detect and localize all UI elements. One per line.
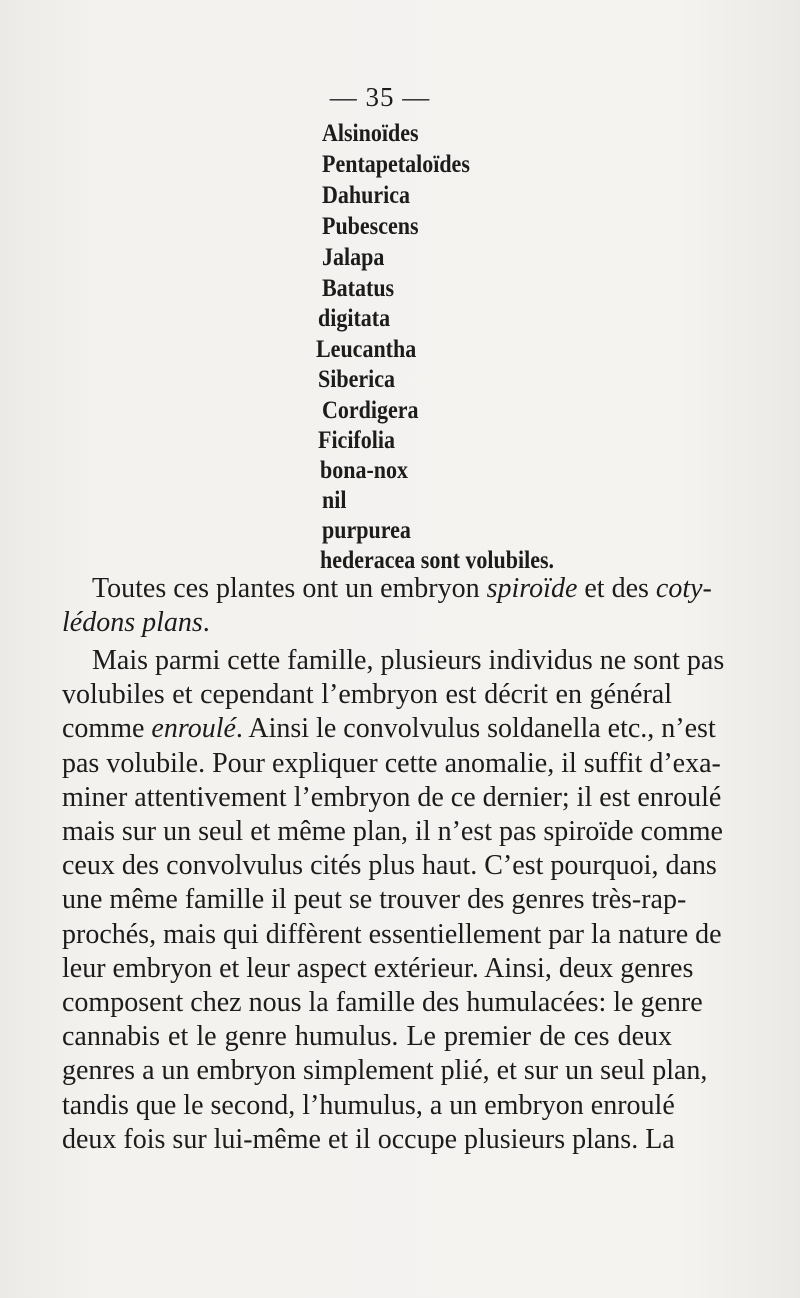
page-number: — 35 — xyxy=(329,82,431,112)
text-line: tandis que le second, l’humulus, a un embryon enroulé xyxy=(62,1089,675,1121)
text-line: deux fois sur lui-même et il occupe plusieurs plans. La xyxy=(62,1123,675,1155)
list-item: Jalapa xyxy=(322,244,385,271)
list-item: Dahurica xyxy=(322,182,410,209)
text-line: leur embryon et leur aspect extérieur. Ainsi, deux genres xyxy=(62,952,694,984)
paragraph-embryo-types xyxy=(62,572,712,640)
list-item: hederacea sont volubiles. xyxy=(320,547,555,574)
text-line: prochés, mais qui diffèrent essentiellement par la nature de xyxy=(62,918,722,950)
text-line: comme enroulé. Ainsi le convolvulus soldanella etc., n’est xyxy=(62,713,716,745)
text-line: mais sur un seul et même plan, il n’est pas spiroïde comme xyxy=(62,816,723,848)
list-item: bona-nox xyxy=(320,457,409,484)
text-line: composent chez nous la famille des humulacées: le genre xyxy=(62,987,703,1019)
text-line: cannabis et le genre humulus. Le premier de ces deux xyxy=(62,1021,672,1053)
list-item: Pentapetaloïdes xyxy=(322,151,470,178)
list-item: Ficifolia xyxy=(318,427,395,454)
list-item: nil xyxy=(322,487,347,514)
list-item: Pubescens xyxy=(322,213,419,240)
list-item: Batatus xyxy=(322,275,395,302)
list-item: digitata xyxy=(318,305,391,332)
paragraph-anomaly xyxy=(62,644,725,1157)
text-line: ceux des convolvulus cités plus haut. C’est pourquoi, dans xyxy=(62,850,717,882)
text-line: Mais parmi cette famille, plusieurs individus ne sont pas xyxy=(92,645,725,676)
list-item: purpurea xyxy=(322,517,411,544)
text-line: pas volubile. Pour expliquer cette anomalie, il suffit d’exa- xyxy=(62,747,721,779)
list-item: Siberica xyxy=(318,366,395,393)
text-line: miner attentivement l’embryon de ce dernier; il est enroulé xyxy=(62,781,722,813)
list-item: Cordigera xyxy=(322,397,419,424)
text-line: une même famille il peut se trouver des genres très-rap- xyxy=(62,884,687,916)
text-line: genres a un embryon simplement plié, et sur un seul plan, xyxy=(62,1055,708,1087)
list-item: Leucantha xyxy=(316,336,417,363)
list-item: Alsinoïdes xyxy=(322,120,419,147)
text-line: Toutes ces plantes ont un embryon spiroïde et des coty- xyxy=(92,573,712,604)
text-line: volubiles et cependant l’embryon est décrit en général xyxy=(62,679,672,711)
text-line: lédons plans. xyxy=(62,607,210,639)
